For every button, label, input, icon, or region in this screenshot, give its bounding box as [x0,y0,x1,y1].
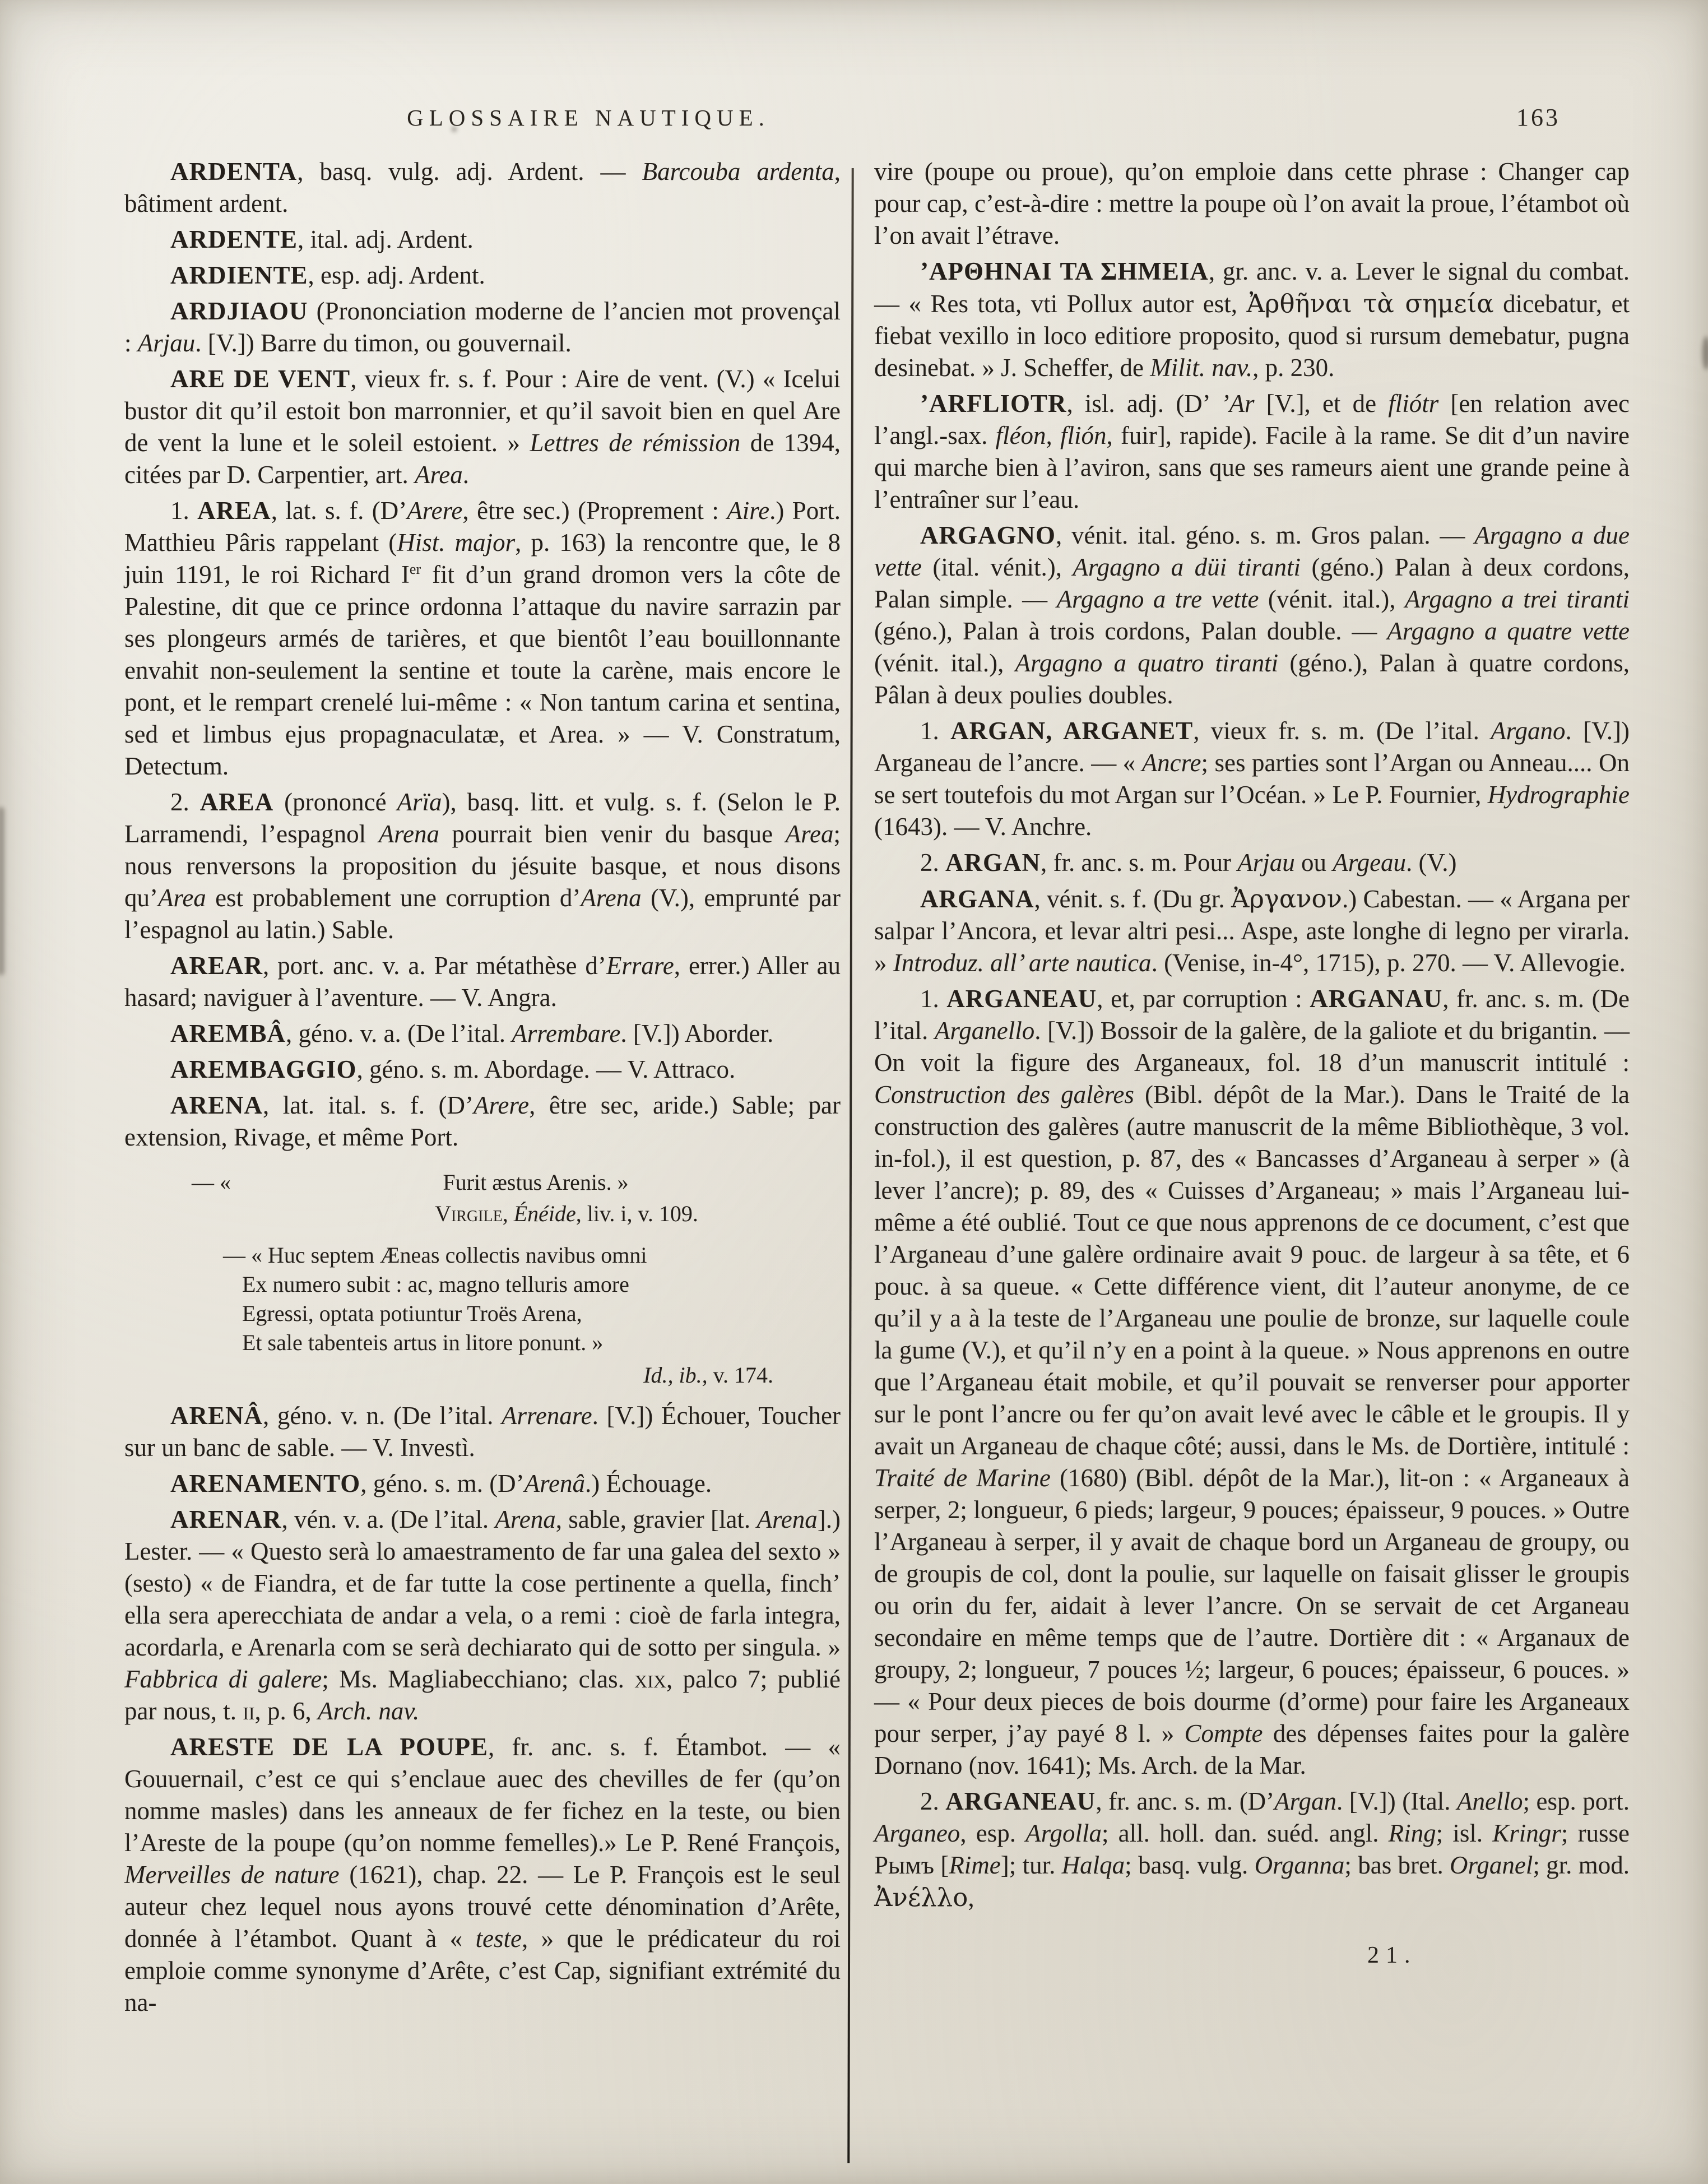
page-number: 163 [1516,104,1560,131]
italic-term: Arch. nav. [318,1697,420,1725]
greek-term: Ἀργανον [1231,884,1343,914]
italic-term: Organna [1254,1851,1345,1879]
entry-headword: ARGANAU [1310,985,1443,1013]
dictionary-entry: ARDIENTE, esp. adj. Ardent. [170,261,485,289]
italic-term: Id., ib., [643,1362,708,1388]
italic-term: Rime [949,1851,1001,1879]
small-caps-text: Virgile [435,1201,503,1226]
continuation-paragraph: vire (poupe ou proue), qu’on emploie dans cette phrase : Changer cap pour cap, c’est-à-dire : mettre la poupe où l’on avait la proue, l’étambot où l’on avait l’étrave. [874,157,1630,249]
superscript: er [409,561,421,577]
dictionary-entry: ARESTE DE LA POUPE, fr. anc. s. f. Étambot. — « Gouuernail, c’est ce qui s’enclaue auec des chevilles de fer (qu’on nomme masles) dans les anneaux de fer fichez en la teste, ou bien l’Areste de la poupe (qu’on nomme femelles).» Le P. René François, Merveilles de nature (1621), chap. 22. — Le P. François est le seul auteur chez lequel nous ayons trouvé cette dénomination d’Arête, donnée à l’étambot. Quant à « teste, » que le prédicateur du roi emploie comme synonyme d’Arête, c’est Cap, signifiant extrémité du na- [124,1733,841,2016]
italic-term: Argano [1491,717,1566,745]
italic-term: Arïa [397,788,442,816]
verse-line: — « Huc septem Æneas collectis navibus omni [223,1242,647,1268]
italic-term: Énéide [513,1201,576,1226]
italic-term: Anello [1456,1787,1523,1815]
dictionary-entry: ARE DE VENT, vieux fr. s. f. Pour : Aire de vent. (V.) « Icelui bustor dit qu’il estoit bon marronnier, et qu’il savoit bien en quel Are de vent la lune et le soleil estoient. » Lettres de rémission de 1394, citées par D. Carpentier, art. Area. [124,365,841,489]
italic-term: Argagno a tre vette [1056,585,1259,613]
italic-term: Arena [495,1505,556,1533]
italic-term: Errare [606,952,674,980]
verse-line: Ex numero subit : ac, magno telluris amore [242,1272,629,1297]
entry-headword: ARGANEAU [945,1787,1096,1815]
dictionary-entry: ARENAMENTO, géno. s. m. (D’Arenâ.) Échouage. [170,1469,712,1497]
entry-headword: ARGAN [945,848,1041,877]
italic-term: Area [414,461,463,489]
entry-headword: ARDENTA [170,157,298,186]
verse-line: Egressi, optata potiuntur Troës Arena, [242,1301,582,1326]
italic-term: Arena [756,1505,818,1533]
italic-term: Lettres de rémission [530,429,741,457]
scan-artifact [1702,336,1708,370]
running-title: GLOSSAIRE NAUTIQUE. [407,105,770,131]
entry-headword: ARENÂ [170,1402,263,1430]
entry-headword: ARDIENTE [170,261,308,289]
column-divider-rule [847,168,853,2163]
italic-term: fliótr [1388,389,1439,418]
italic-term: Argagno a trei tiranti [1404,585,1630,613]
italic-term: ’Ar [1220,389,1255,418]
entry-headword: ARDENTE [170,225,298,253]
entry-headword: ’ARFLIOTR [920,389,1067,418]
dictionary-entry: 2. ARGAN, fr. anc. s. m. Pour Arjau ou Argeau. (V.) [920,848,1457,877]
italic-term: Area [785,820,834,848]
italic-term: Kringr [1492,1819,1561,1847]
printer-signature-mark: 21. [1367,1942,1417,1968]
entry-headword: AREAR [170,952,263,980]
italic-term: Aire [727,497,770,525]
dictionary-entry: AREMBÂ, géno. v. a. (De l’ital. Arrembare. [V.]) Aborder. [170,1019,774,1047]
italic-term: Arena [581,884,642,912]
dictionary-entry: ARENAR, vén. v. a. (De l’ital. Arena, sable, gravier [lat. Arena].) Lester. — « Questo serà lo amaestramento de far una galea del sexto » (sesto) « de Fiandra, et de far tutte la cose pertinente a quella, finch’ ella sera aperecchiata de andar a vela, o a remi : cioè de farla integra, acordarla, e Arenarla com se serà dechiarato qui de sotto per singula. » Fabbrica di galere; Ms. Magliabecchiano; clas. xix, palco 7; publié par nous, t. ii, p. 6, Arch. nav. [124,1505,841,1725]
italic-term: Argolla [1025,1819,1102,1847]
dictionary-entry: AREAR, port. anc. v. a. Par métathèse d’Errare, errer.) Aller au hasard; naviguer à l’aventure. — V. Angra. [124,952,841,1012]
italic-term: Halqa [1061,1851,1125,1879]
italic-term: teste [475,1925,522,1953]
dictionary-entry: 1. ARGAN, ARGANET, vieux fr. s. m. (De l’ital. Argano. [V.]) Arganeau de l’ancre. — « Ancre; ses parties sont l’Argan ou Anneau.... On se sert toutefois du mot Argan sur l’Océan. » Le P. Fournier, Hydrographie (1643). — V. Anchre. [874,717,1630,841]
italic-term: Argagno a quatro tiranti [1015,649,1279,677]
italic-term: Compte [1184,1719,1263,1747]
italic-term: Arrenare [501,1402,592,1430]
right-column [874,156,1630,1972]
italic-term: Arere [474,1091,530,1119]
italic-term: Argagno a quatre vette [1387,617,1630,645]
quotation-line [124,1168,841,1197]
italic-term: Barcouba ardenta [642,157,834,186]
italic-term: Arjau [137,329,196,357]
left-column [124,156,841,2023]
italic-term: Argan [1274,1787,1337,1815]
dictionary-entry: ARENÂ, géno. v. n. (De l’ital. Arrenare. [V.]) Échouer, Toucher sur un banc de sable. — V. Investì. [124,1402,841,1462]
italic-term: Arena [378,820,439,848]
entry-headword: ʼΑΡΘΗΝΑΙ ΤΑ ΣΗΜΕΙΑ [920,257,1209,285]
entry-headword: AREA [197,497,271,525]
small-caps-text: ii [243,1697,255,1725]
entry-headword: ARDJIAOU [170,297,308,325]
entry-headword: ARE DE VENT [170,365,351,393]
italic-term: Arganeo [874,1819,960,1847]
citation-attribution: Id., ib., v. 174. [643,1362,773,1388]
entry-headword: AREMBAGGIO [170,1055,357,1083]
entry-headword: ARENAR [170,1505,282,1533]
entry-headword: ARGAN, ARGANET [950,717,1194,745]
entry-headword: AREMBÂ [170,1019,286,1047]
dictionary-entry: 2. AREA (prononcé Arïa), basq. litt. et vulg. s. f. (Selon le P. Larramendi, l’espagnol Arena pourrait bien venir du basque Area; nous renversons la proposition du jésuite basque, et nous disons qu’Area est probablement une corruption d’Arena (V.), emprunté par l’espagnol au latin.) Sable. [124,788,841,944]
italic-term: Milit. nav. [1150,354,1253,382]
italic-term: Organel [1450,1851,1533,1879]
italic-term: Ancre [1141,749,1201,777]
dictionary-entry: ARDENTA, basq. vulg. adj. Ardent. — Barcouba ardenta, bâtiment ardent. [124,157,841,217]
entry-headword: ARGAGNO [920,521,1056,549]
dictionary-entry: AREMBAGGIO, géno. s. m. Abordage. — V. Attraco. [170,1055,736,1083]
entry-headword: AREA [199,788,274,816]
greek-term: Ἀρθῆναι τὰ σημεία [1246,289,1494,318]
dictionary-entry: ARDJIAOU (Prononciation moderne de l’ancien mot provençal : Arjau. [V.]) Barre du timon, ou gouvernail. [124,297,841,357]
citation-attribution: Virgile, Énéide, liv. i, v. 109. [435,1201,698,1226]
dictionary-entry: ’ARFLIOTR, isl. adj. (D’ ’Ar [V.], et de fliótr [en relation avec l’angl.-sax. fléon, flión, fuir], rapide). Facile à la rame. Se dit d’un navire qui marche bien à l’aviron, sans que ses rameurs aient une grande peine à l’entraîner sur l’eau. [874,389,1630,513]
italic-term: Area [158,884,206,912]
italic-term: Hydrographie [1487,781,1630,809]
italic-term: fléon, flión [995,421,1107,449]
entry-headword: ARESTE DE LA POUPE [170,1733,488,1761]
italic-term: Argagno a due vette [874,521,1630,581]
italic-term: Merveilles de nature [124,1861,340,1889]
dictionary-entry: ʼΑΡΘΗΝΑΙ ΤΑ ΣΗΜΕΙΑ, gr. anc. v. a. Lever le signal du combat. — « Res tota, vti Pollux autor est, Ἀρθῆναι τὰ σημεία dicebatur, et fiebat vexillo in loco editiore proposito, quod si rursum demebatur, pugna desinebat. » J. Scheffer, de Milit. nav., p. 230. [874,257,1630,382]
entry-headword: ARENA [170,1091,263,1119]
italic-term: Hist. major [397,528,516,557]
verse-quotation [124,1241,841,1357]
italic-term: Arganello [934,1017,1035,1045]
dictionary-entry: ARDENTE, ital. adj. Ardent. [170,225,474,253]
quote-dash: — « [192,1170,231,1195]
italic-term: Ring [1388,1819,1436,1847]
entry-headword: ARGANEAU [946,985,1097,1013]
italic-term: Argagno a düi tiranti [1073,553,1301,581]
italic-term: Construction des galères [874,1081,1134,1109]
italic-term: Arere [407,497,463,525]
italic-term: Arjau [1237,848,1295,877]
entry-headword: ARGANA [920,885,1034,913]
verse-line: Et sale tabenteis artus in litore ponunt. » [242,1330,604,1355]
scan-artifact [0,807,4,975]
italic-term: Arrembare [512,1019,621,1047]
dictionary-entry: ARGANA, vénit. s. f. (Du gr. Ἀργανον.) Cabestan. — « Argana per salpar l’Ancora, et levar altri pesi... Aspe, aste longhe di legno per virarla. » Introduz. all’ arte nautica. (Venise, in-4°, 1715), p. 270. — V. Allevogie. [874,884,1630,977]
dictionary-entry: 1. ARGANEAU, et, par corruption : ARGANAU, fr. anc. s. m. (De l’ital. Arganello. [V.]) Bossoir de la galère, de la galiote et du brigantin. — On voit la figure des Arganeaux, fol. 18 d’un manuscrit intitulé : Construction des galères (Bibl. dépôt de la Mar.). Dans le Traité de la construction des galères (autre manuscrit de la même Bibliothèque, 3 vol. in-fol.), il est question, p. 87, des « Bancasses d’Arganeau à serper » (à lever l’ancre); p. 89, des « Cuisses d’Arganeau; » mais l’Arganeau lui-même a été oublié. Tout ce que nous apprenons de ce document, c’est que l’Arganeau d’une galère ordinaire avait 9 pouc. de largeur à sa tête, et 6 pouc. à sa queue. « Cette différence vient, dit l’auteur anonyme, de ce qu’il y a à la teste de l’Arganeau une poulie de bronze, sur laquelle coule la gume (V.), et qu’il n’y en a point à la queue. » Nous apprenons en outre que l’Arganeau était mobile, et qu’il pouvait se renverser pour apporter sur le pont l’ancre ou fer qu’on avait levé avec le câble et le groupis. Il y avait un Arganeau de chaque côté; aussi, dans le Ms. de Dortière, intitulé : Traité de Marine (1680) (Bibl. dépôt de la Mar.), lit-on : « Arganeaux à serper, 2; longueur, 6 pieds; largeur, 9 pouces; épaisseur, 9 pouces. » Outre l’Arganeau à serper, il y avait de chaque bord un Arganeau de groupy, ou de groupis de col, dont la poulie, sur laquelle on faisait glisser le groupis ou orin du fer, aidait à lever l’ancre. On se servait de cet Arganeau secondaire en même temps que de l’autre. Dortière dit : « Arganaux de groupy, 2; longueur, 7 pouces ½; largeur, 6 pouces; épaisseur, 6 pouces. » — « Pour deux pieces de bois dourme (d’orme) pour faire les Arganeaux pour serper, j’ay payé 8 l. » Compte des dépenses faites pour la galère Dornano (nov. 1641); Ms. Arch. de la Mar. [874,985,1630,1779]
italic-term: Argeau [1333,848,1407,877]
dictionary-entry: ARENA, lat. ital. s. f. (D’Arere, être sec, aride.) Sable; par extension, Rivage, et même Port. [124,1091,841,1151]
italic-term: Fabbrica di galere [124,1665,322,1693]
italic-term: Traité de Marine [874,1464,1051,1492]
small-caps-text: xix [634,1665,667,1693]
dictionary-entry: 2. ARGANEAU, fr. anc. s. m. (D’Argan. [V.]) (Ital. Anello; esp. port. Arganeo, esp. Argolla; all. holl. dan. suéd. angl. Ring; isl. Kringr; russe Рымъ [Rime]; tur. Halqa; basq. vulg. Organna; bas bret. Organel; gr. mod. Ἀνέλλο, [874,1787,1630,1912]
greek-term: Ἀνέλλο [874,1882,968,1912]
dictionary-entry: ARGAGNO, vénit. ital. géno. s. m. Gros palan. — Argagno a due vette (ital. vénit.), Argagno a düi tiranti (géno.) Palan à deux cordons, Palan simple. — Argagno a tre vette (vénit. ital.), Argagno a trei tiranti (géno.), Palan à trois cordons, Palan double. — Argagno a quatre vette (vénit. ital.), Argagno a quatro tiranti (géno.), Palan à quatre cordons, Pâlan à deux poulies doubles. [874,521,1630,709]
quote-text: Furit æstus Arenis. » [443,1170,629,1195]
italic-term: Arenâ [524,1469,585,1497]
entry-headword: ARENAMENTO [170,1469,361,1497]
italic-term: Introduz. all’ arte nautica [893,949,1152,977]
dictionary-entry: 1. AREA, lat. s. f. (D’Arere, être sec.) (Proprement : Aire.) Port. Matthieu Pâris rappelant (Hist. major, p. 163) la rencontre que, le 8 juin 1191, le roi Richard Ier fit d’un grand dromon vers la côte de Palestine, dit que ce prince ordonna l’attaque du navire sarrazin par ses plongeurs armés de tarières, et que bientôt l’eau bouillonnante envahit non-seulement la sentine et toute la carène, mais encore le pont, et le rempart crenelé lui-même : « Non tantum carina et sentina, sed et limbus ejus propagnaculatæ, et Area. » — V. Constratum, Detectum. [124,497,841,780]
